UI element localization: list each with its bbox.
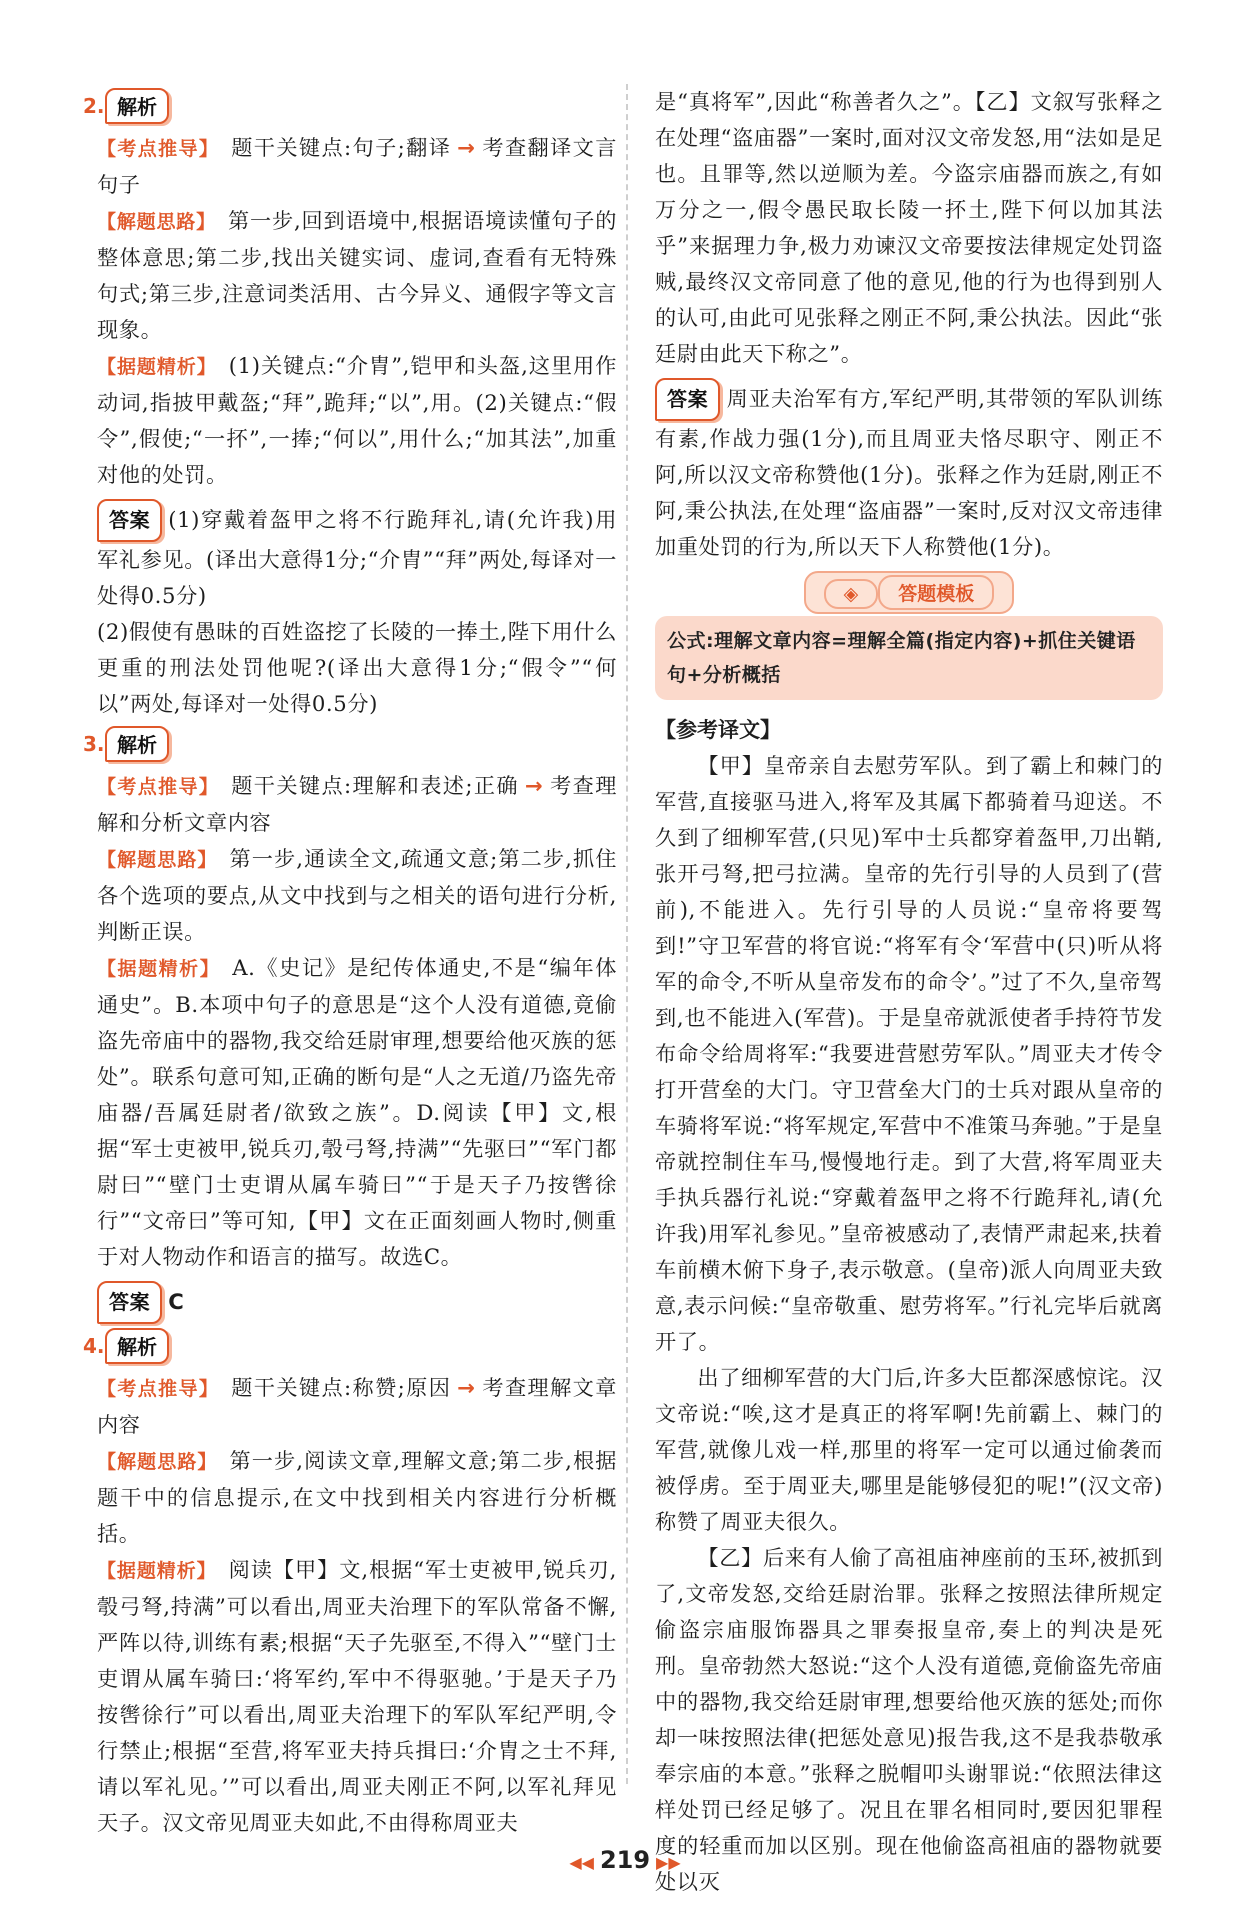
reference-title: 【参考译文】 <box>655 718 781 742</box>
jiexi-tag: 解析 <box>105 726 169 762</box>
q2-jingxi: 【据题精析】 (1)关键点:“介胄”,铠甲和头盔,这里用作动词,指披甲戴盔;“拜”,跪拜;“以”,用。(2)关键点:“假令”,假使;“一抔”,一捧;“何以”,用什么;“加其法”,加重对他的处罚。 <box>97 353 617 487</box>
page-number: ◀◀ 219 ▶▶ <box>569 1846 681 1874</box>
q3-silu: 【解题思路】 第一步,通读全文,疏通文意;第二步,抓住各个选项的要点,从文中找到与之相关的语句进行分析,判断正误。 <box>97 846 617 944</box>
daan-tag: 答案 <box>655 378 720 421</box>
arrow-icon: → <box>457 1375 476 1400</box>
chevron-right-icon: ▶▶ <box>656 1853 681 1872</box>
q3-header <box>83 726 617 766</box>
q2-header <box>83 88 617 128</box>
arrow-icon: → <box>524 773 544 798</box>
daan-tag: 答案 <box>97 1281 162 1324</box>
reference-paragraph-1: 【甲】皇帝亲自去慰劳军队。到了霸上和棘门的军营,直接驱马进入,将军及其属下都骑着马迎送。不久到了细柳军营,(只见)军中士兵都穿着盔甲,刀出鞘,张开弓弩,把弓拉满。皇帝的先行引导的人员到了(营前),不能进入。先行引导的人员说:“皇帝将要驾到!”守卫军营的将官说:“将军有令‘军营中(只)听从将军的命令,不听从皇帝发布的命令’。”过了不久,皇帝驾到,也不能进入(军营)。于是皇帝就派使者手持符节发布命令给周将军:“我要进营慰劳军队。”周亚夫才传令打开营垒的大门。守卫营垒大门的士兵对跟从皇帝的车骑将军说:“将军规定,军营中不准策马奔驰。”于是皇帝就控制住车马,慢慢地行走。到了大营,将军周亚夫手执兵器行礼说:“穿戴着盔甲之将不行跪拜礼,请(允许我)用军礼参见。”皇帝被感动了,表情严肃起来,扶着车前横木俯下身子,表示敬意。(皇帝)派人向周亚夫致意,表示问候:“皇帝敬重、慰劳将军。”行礼完毕后就离开了。 <box>655 753 1163 1354</box>
question-number: 2. <box>83 94 105 118</box>
daan-tag: 答案 <box>97 499 162 542</box>
template-formula: 公式:理解文章内容=理解全篇(指定内容)+抓住关键语句+分析概括 <box>667 630 1136 686</box>
chevron-left-icon: ◀◀ <box>569 1853 594 1872</box>
q2-kaodian: 【考点推导】 题干关键点:句子;翻译 → 考查翻译文言句子 <box>97 135 617 197</box>
q4-silu: 【解题思路】 第一步,阅读文章,理解文意;第二步,根据题干中的信息提示,在文中找到相关内容进行分析概括。 <box>97 1448 617 1546</box>
q4-answer: 答案 周亚夫治军有方,军纪严明,其带领的军队训练有素,作战力强(1分),而且周亚夫恪尽职守、刚正不阿,所以汉文帝称赞他(1分)。张释之作为廷尉,刚正不阿,秉公执法,在处理“盗庙器”一案时,反对汉文帝违律加重处罚的行为,所以天下人称赞他(1分)。 <box>655 378 1163 565</box>
left-column <box>83 84 617 1841</box>
reference-paragraph-3: 【乙】后来有人偷了高祖庙神座前的玉环,被抓到了,文帝发怒,交给廷尉治罪。张释之按照法律所规定偷盗宗庙服饰器具之罪奏报皇帝,奏上的判决是死刑。皇帝勃然大怒说:“这个人没有道德,竟偷盗先帝庙中的器物,我交给廷尉审理,想要给他灭族的惩处;而你却一味按照法律(把惩处意见)报告我,这不是我恭敬承奉宗庙的本意。”张释之脱帽叩头谢罪说:“依照法律这样处罚已经足够了。况且在罪名相同时,要因犯罪程度的轻重而加以区别。现在他偷盗高祖庙的器物就要处以灭 <box>655 1545 1163 1894</box>
jiexi-tag: 解析 <box>105 88 169 124</box>
reference-paragraph-2: 出了细柳军营的大门后,许多大臣都深感惊诧。汉文帝说:“唉,这才是真正的将军啊!先前霸上、棘门的军营,就像儿戏一样,那里的将军一定可以通过偷袭而被俘虏。至于周亚夫,哪里是能够侵犯的呢!”(汉文帝)称赞了周亚夫很久。 <box>655 1365 1163 1534</box>
q2-answer: 答案 (1)穿戴着盔甲之将不行跪拜礼,请(允许我)用军礼参见。(译出大意得1分;“介胄”“拜”两处,每译对一处得0.5分) <box>97 499 617 614</box>
layers-icon: ◈ <box>824 579 879 609</box>
jiexi-tag: 解析 <box>105 1328 169 1364</box>
column-divider <box>626 84 628 1784</box>
q4-kaodian: 【考点推导】 题干关键点:称赞;原因 → 考查理解文章内容 <box>97 1375 617 1437</box>
template-header <box>655 571 1163 614</box>
arrow-icon: → <box>457 135 476 160</box>
right-column <box>655 84 1163 1900</box>
q4-jingxi-continued: 是“真将军”,因此“称善者久之”。【乙】文叙写张释之在处理“盗庙器”一案时,面对汉文帝发怒,用“法如是足也。且罪等,然以逆顺为差。今盗宗庙器而族之,有如万分之一,假令愚民取长陵一抔土,陛下何以加其法乎”来据理力争,极力劝谏汉文帝要按法律规定处罚盗贼,最终汉文帝同意了他的意见,他的行为也得到别人的认可,由此可见张释之刚正不阿,秉公执法。因此“张廷尉由此天下称之”。 <box>655 89 1163 366</box>
q3-kaodian: 【考点推导】 题干关键点:理解和表述;正确 → 考查理解和分析文章内容 <box>97 773 617 835</box>
q2-answer-2: (2)假使有愚昧的百姓盗挖了长陵的一捧土,陛下用什么更重的刑法处罚他呢?(译出大意得1分;“假令”“何以”两处,每译对一处得0.5分) <box>97 619 617 716</box>
q4-jingxi: 【据题精析】 阅读【甲】文,根据“军士吏被甲,锐兵刃,彀弓弩,持满”可以看出,周亚夫治理下的军队常备不懈,严阵以待,训练有素;根据“天子先驱至,不得入”“壁门士吏谓从属车骑曰:‘将军约,军中不得驱驰。’于是天子乃按辔徐行”可以看出,周亚夫治理下的军队军纪严明,令行禁止;根据“至营,将军亚夫持兵揖曰:‘介胄之士不拜,请以军礼见。’”可以看出,周亚夫刚正不阿,以军礼拜见天子。汉文帝见周亚夫如此,不由得称周亚夫 <box>97 1557 617 1835</box>
kaodian-label: 【考点推导】 <box>97 138 220 160</box>
q3-answer: 答案 C <box>97 1281 617 1324</box>
question-number: 4. <box>83 1334 105 1358</box>
q4-header <box>83 1328 617 1368</box>
template-title: ◈答题模板 <box>804 571 1015 614</box>
q3-jingxi: 【据题精析】 A.《史记》是纪传体通史,不是“编年体通史”。B.本项中句子的意思是“这个人没有道德,竟偷盗先帝庙中的器物,我交给廷尉审理,想要给他灭族的惩处”。联系句意可知,正确的断句是“人之无道/乃盗先帝庙器/吾属廷尉者/欲致之族”。D.阅读【甲】文,根据“军士吏被甲,锐兵刃,彀弓弩,持满”“先驱曰”“军门都尉曰”“壁门士吏谓从属车骑曰”“于是天子乃按辔徐行”“文帝曰”等可知,【甲】文在正面刻画人物时,侧重于对人物动作和语言的描写。故选C。 <box>97 955 617 1269</box>
template-box <box>655 616 1163 700</box>
question-number: 3. <box>83 732 105 756</box>
q2-silu: 【解题思路】 第一步,回到语境中,根据语境读懂句子的整体意思;第二步,找出关键实词、虚词,查看有无特殊句式;第三步,注意词类活用、古今异义、通假字等文言现象。 <box>97 208 617 342</box>
